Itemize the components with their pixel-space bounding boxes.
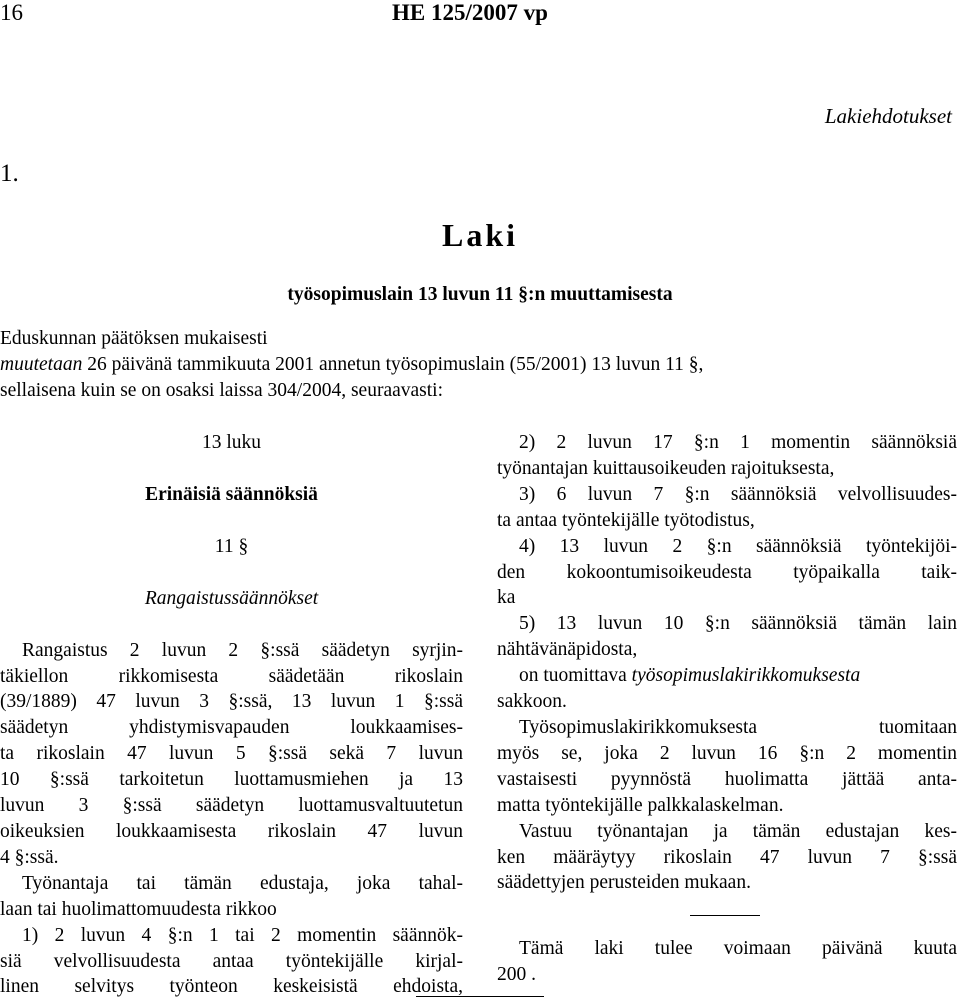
section-title: Rangaistussäännökset — [144, 587, 319, 609]
right-item-2 — [497, 430, 957, 482]
text-line: säädetyn yhdistymisvapauden loukkaamises- — [0, 717, 463, 739]
page-number: 16 — [0, 0, 23, 25]
preamble-line-1: Eduskunnan päätöksen mukaisesti — [0, 328, 268, 349]
left-paragraph-1 — [0, 638, 463, 871]
left-column — [0, 430, 463, 1000]
law-title: Laki — [441, 217, 519, 253]
law-subtitle: työsopimuslain 13 luvun 11 §:n muuttamisesta — [287, 284, 673, 305]
text-line: ta rikoslain 47 luvun 5 §:ssä sekä 7 luvun — [0, 743, 463, 765]
section-label: Lakiehdotukset — [824, 104, 952, 128]
text-line: 10 §:ssä tarkoitetun luottamusmiehen ja 13 — [0, 769, 463, 791]
text-line: ka — [497, 587, 516, 609]
text-line: nähtävänäpidosta, — [497, 639, 638, 661]
text-line: täkiellon rikkomisesta säädetään rikoslain — [0, 665, 463, 687]
preamble-amends-text: 26 päivänä tammikuuta 2001 annetun työsopimuslain (55/2001) 13 luvun 11 §, — [82, 354, 704, 375]
chapter-title: Erinäisiä säännöksiä — [145, 483, 318, 505]
text-line: Vastuu työnantajan ja tämän edustajan kes- — [519, 820, 957, 842]
text-line: 200 . — [497, 964, 536, 986]
text-line: 4) 13 luvun 2 §:n säännöksiä työntekijöi- — [519, 535, 957, 557]
text-line: laan tai huolimattomuudesta rikkoo — [0, 898, 277, 920]
text-line: säädettyjen perusteiden mukaan. — [497, 872, 751, 894]
text-line: 1) 2 luvun 4 §:n 1 tai 2 momentin säännök- — [22, 924, 463, 946]
left-paragraph-2 — [0, 871, 463, 923]
text-line: 3) 6 luvun 7 §:n säännöksiä velvollisuudes- — [519, 483, 957, 505]
text-line: oikeuksien loukkaamisesta rikoslain 47 luvun — [0, 820, 463, 842]
text-line: (39/1889) 47 luvun 3 §:ssä, 13 luvun 1 §:ssä — [0, 691, 463, 713]
penalty-sentence — [497, 663, 957, 689]
left-item-1 — [0, 923, 463, 1000]
text-line: luvun 3 §:ssä säädetyn luottamusvaltuutetun — [0, 795, 463, 817]
text-line: matta työntekijälle palkkalaskelman. — [497, 794, 784, 816]
document-id: HE 125/2007 vp — [392, 0, 548, 25]
text-line: 4 §:ssä. — [0, 846, 59, 868]
preamble-line-3: sellaisena kuin se on osaksi laissa 304/2004, seuraavasti: — [0, 380, 443, 401]
right-column — [497, 430, 957, 988]
right-item-5 — [497, 611, 957, 663]
text-line: myös se, joka 2 luvun 16 §:n 2 momentin — [497, 742, 957, 764]
text-line: siä velvollisuudesta antaa työntekijälle kirjal- — [0, 950, 463, 972]
preamble-amends-word: muutetaan — [0, 354, 83, 375]
right-item-4 — [497, 534, 957, 612]
text-line: linen selvitys työnteon keskeisistä ehdoista, — [0, 976, 463, 998]
text-line: Rangaistus 2 luvun 2 §:ssä säädetyn syrjin- — [22, 639, 463, 661]
section-heading: 11 § — [214, 535, 249, 557]
text-line: Työnantaja tai tämän edustaja, joka tahal- — [22, 872, 463, 894]
text-line: Tämä laki tulee voimaan päivänä kuuta — [519, 938, 957, 960]
text-line: työnantajan kuittausoikeuden rajoituksesta, — [497, 457, 835, 479]
text-line: ken määräytyy rikoslain 47 luvun 7 §:ssä — [497, 846, 957, 868]
text-line: den kokoontumisoikeudesta työpaikalla taik- — [497, 561, 957, 583]
text-line: ta antaa työntekijälle työtodistus, — [497, 509, 755, 531]
right-paragraph-3 — [497, 819, 957, 897]
chapter-heading: 13 luku — [201, 432, 262, 453]
entry-into-force — [497, 936, 957, 988]
right-paragraph-2 — [497, 715, 957, 819]
section-divider — [690, 915, 760, 916]
preamble-line-2 — [0, 352, 960, 378]
text-line: 2) 2 luvun 17 §:n 1 momentin säännöksiä — [519, 432, 957, 453]
penalty-offence-term: työsopimuslakirikkomuksesta — [631, 665, 861, 687]
right-item-3 — [497, 482, 957, 534]
text-line: 5) 13 luvun 10 §:n säännöksiä tämän lain — [519, 613, 957, 635]
penalty-sentence-end: sakkoon. — [497, 691, 567, 713]
proposal-number: 1. — [0, 160, 19, 187]
bottom-rule — [416, 996, 544, 997]
text-line: vastaisesti pyynnöstä huolimatta jättää anta- — [497, 768, 957, 790]
penalty-prefix: on tuomittava — [519, 665, 632, 687]
text-line: Työsopimuslakirikkomuksesta tuomitaan — [519, 716, 957, 738]
